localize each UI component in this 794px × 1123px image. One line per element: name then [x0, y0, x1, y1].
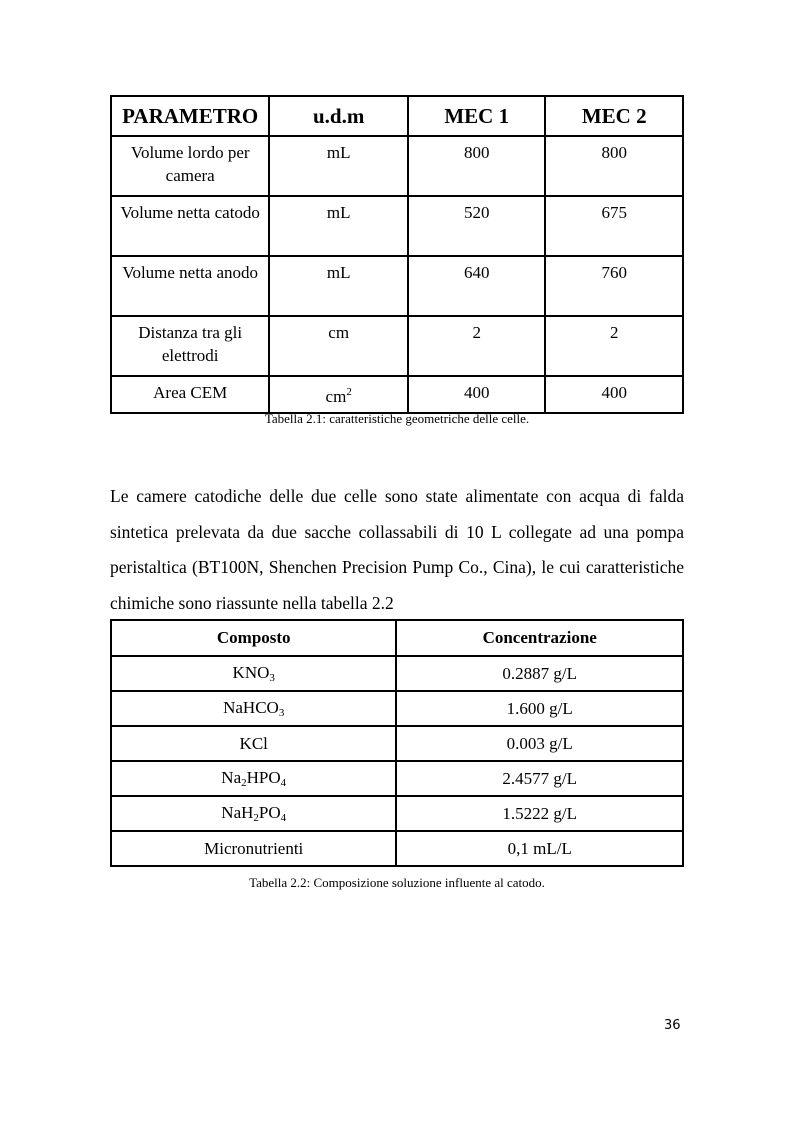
table2-caption: Tabella 2.2: Composizione soluzione influente al catodo.	[249, 875, 545, 890]
cell-compound: $NaH_2PO_4$	[111, 796, 396, 831]
body-paragraph: Le camere catodiche delle due celle sono state alimentate con acqua di falda sintetica prelevata da due sacche collassabili di 10 L collegate ad una pompa peristaltica (BT100N, Shenchen Precision Pump Co., Cina), le cui caratteristiche chimiche sono riassunte nella tabella 2.2	[110, 486, 684, 613]
cell-mec2: 675	[545, 196, 683, 256]
cell-mec2: 760	[545, 256, 683, 316]
cell-concentration: 2.4577 g/L	[396, 761, 683, 796]
cell-mec1: 640	[408, 256, 546, 316]
cell-concentration: 0.003 g/L	[396, 726, 683, 761]
udm-base: cm	[325, 387, 347, 406]
geometry-table	[110, 95, 684, 414]
cell-param: Volume netta catodo	[111, 196, 269, 256]
cell-udm	[269, 376, 408, 413]
cell-mec1: 2	[408, 316, 546, 376]
cell-mec2: 2	[545, 316, 683, 376]
table-row	[111, 256, 683, 316]
cell-concentration: 1.5222 g/L	[396, 796, 683, 831]
table-row	[111, 831, 683, 866]
composition-table	[110, 619, 684, 867]
table-row	[111, 796, 683, 831]
udm-superscript: 2	[346, 386, 352, 398]
cell-concentration: 0,1 mL/L	[396, 831, 683, 866]
header-mec2: MEC 2	[545, 96, 683, 136]
cell-mec2: 800	[545, 136, 683, 196]
cell-compound: $KNO_3$	[111, 656, 396, 691]
table-row	[111, 136, 683, 196]
cell-mec1: 520	[408, 196, 546, 256]
table-row	[111, 761, 683, 796]
cell-udm: mL	[269, 196, 408, 256]
table-row	[111, 316, 683, 376]
table-row	[111, 376, 683, 413]
cell-param: Volume netta anodo	[111, 256, 269, 316]
header-composto: Composto	[111, 620, 396, 656]
table1-caption: Tabella 2.1: caratteristiche geometriche delle celle.	[264, 411, 530, 426]
cell-param: Distanza tra gli elettrodi	[111, 316, 269, 376]
table-row	[111, 196, 683, 256]
cell-compound: KCl	[111, 726, 396, 761]
cell-mec1: 800	[408, 136, 546, 196]
page-number: 36	[664, 1018, 681, 1033]
cell-udm: mL	[269, 256, 408, 316]
header-udm: u.d.m	[269, 96, 408, 136]
cell-param: Volume lordo per camera	[111, 136, 269, 196]
cell-udm: mL	[269, 136, 408, 196]
header-concentrazione: Concentrazione	[396, 620, 683, 656]
cell-compound: $Na_2HPO_4$	[111, 761, 396, 796]
cell-mec1: 400	[408, 376, 546, 413]
cell-mec2: 400	[545, 376, 683, 413]
cell-compound: Micronutrienti	[111, 831, 396, 866]
cell-param: Area CEM	[111, 376, 269, 413]
cell-concentration: 0.2887 g/L	[396, 656, 683, 691]
cell-compound: NaHCO$_3$	[111, 691, 396, 726]
cell-udm: cm	[269, 316, 408, 376]
table-row	[111, 691, 683, 726]
table-row	[111, 726, 683, 761]
header-mec1: MEC 1	[408, 96, 546, 136]
header-parametro: PARAMETRO	[111, 96, 269, 136]
table-row	[111, 656, 683, 691]
cell-concentration: 1.600 g/L	[396, 691, 683, 726]
